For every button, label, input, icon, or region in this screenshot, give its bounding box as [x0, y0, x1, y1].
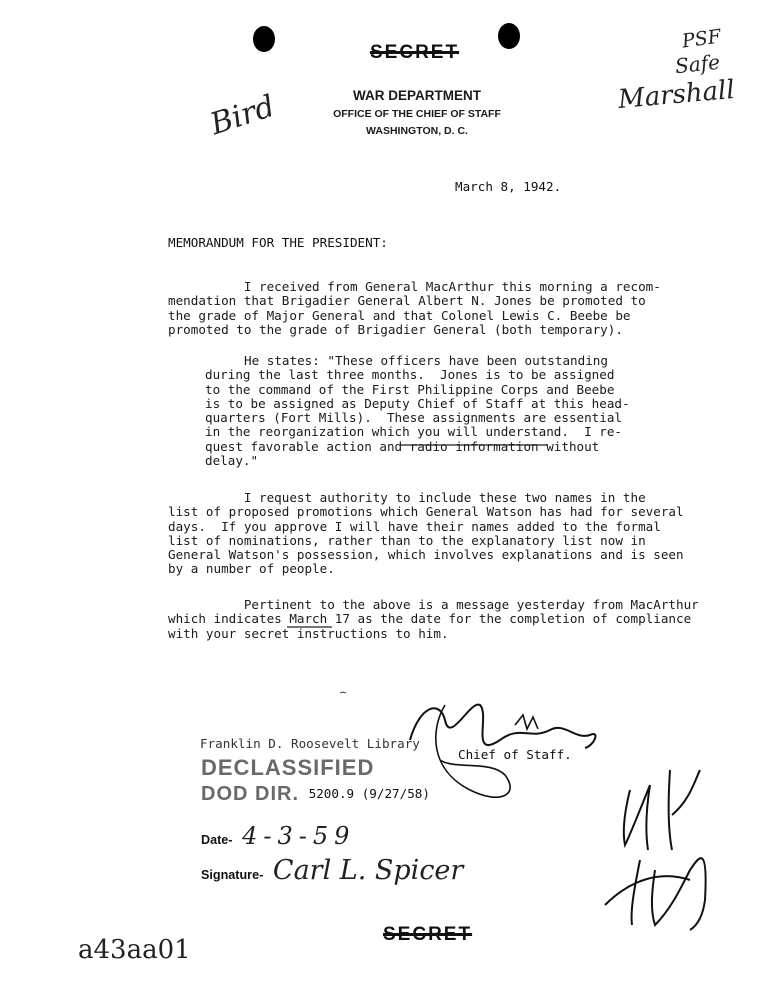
- paragraph-line: by a number of people.: [168, 561, 335, 577]
- paragraph-line: the grade of Major General and that Colonel Lewis C. Beebe be: [168, 307, 631, 323]
- paragraph-4: [168, 598, 699, 641]
- declass-signature-label: Signature-: [201, 868, 264, 882]
- declass-date-label: Date-: [201, 833, 233, 847]
- paragraph-line: days. If you approve I will have their names added to the formal: [168, 518, 661, 534]
- quote-line: is to be assigned as Deputy Chief of Staff at this head-: [205, 395, 630, 411]
- signature-title: Chief of Staff.: [458, 747, 572, 762]
- paragraph-line: which indicates March 17 as the date for the completion of compliance: [168, 611, 692, 627]
- declass-authority: DOD DIR.: [201, 783, 299, 805]
- declass-signature-value: Carl L. Spicer: [272, 855, 464, 886]
- paragraph-line: Pertinent to the above is a message yesterday from MacArthur: [168, 597, 699, 612]
- quote-line: to the command of the First Philippine Corps and Beebe: [205, 381, 615, 397]
- handwritten-note-marshall: Marshall: [616, 74, 736, 116]
- punch-hole-right: [498, 23, 520, 49]
- paragraph-line: promoted to the grade of Brigadier General (both temporary).: [168, 321, 623, 337]
- declass-date-value: 4-3-59: [242, 822, 356, 850]
- department-heading: WAR DEPARTMENT: [353, 88, 481, 103]
- paragraph-1: [168, 280, 661, 337]
- declass-date-line: [201, 822, 355, 850]
- paragraph-line: General Watson's possession, which involves explanations and is seen: [168, 547, 684, 563]
- declass-library: Franklin D. Roosevelt Library: [200, 736, 420, 751]
- declass-authority-line: [201, 783, 430, 806]
- declass-signature-line: [201, 855, 463, 886]
- handwritten-note-top-left: Bird: [206, 88, 280, 143]
- office-heading: OFFICE OF THE CHIEF OF STAFF: [333, 108, 501, 120]
- handwritten-note-psf: PSF: [680, 25, 723, 53]
- archive-number: a43aa01: [78, 935, 191, 965]
- quote-line: in the reorganization which you will understand. I re-: [205, 424, 623, 440]
- quote-line: quarters (Fort Mills). These assignments are essential: [205, 410, 623, 426]
- paragraph-line: list of nominations, rather than to the explanatory list now in: [168, 532, 646, 548]
- paragraph-line: with your secret instructions to him.: [168, 625, 449, 641]
- memo-salutation: MEMORANDUM FOR THE PRESIDENT:: [168, 235, 388, 250]
- paragraph-line: I request authority to include these two names in the: [168, 490, 646, 505]
- quote-line: during the last three months. Jones is to be assigned: [205, 367, 615, 383]
- classification-stamp-top: SECRET: [370, 42, 460, 63]
- declass-directive: 5200.9 (9/27/58): [308, 786, 430, 801]
- classification-stamp-bottom: SECRET: [383, 924, 473, 945]
- quoted-message: [205, 354, 630, 468]
- paragraph-line: I received from General MacArthur this morning a recom-: [168, 279, 661, 294]
- memo-date: March 8, 1942.: [455, 179, 562, 194]
- paragraph-3: [168, 491, 684, 577]
- punch-hole-left: [253, 26, 275, 52]
- quote-line: delay.": [205, 453, 259, 469]
- paragraph-line: mendation that Brigadier General Albert N. Jones be promoted to: [168, 293, 646, 309]
- paragraph-line: list of proposed promotions which General Watson has had for several: [168, 504, 684, 520]
- declass-status: DECLASSIFIED: [201, 755, 375, 780]
- quote-line: quest favorable action and radio information without: [205, 438, 600, 454]
- quote-line: He states: "These officers have been outstanding: [244, 353, 608, 368]
- handwritten-note-safe: Safe: [673, 49, 722, 79]
- location-heading: WASHINGTON, D. C.: [366, 125, 468, 137]
